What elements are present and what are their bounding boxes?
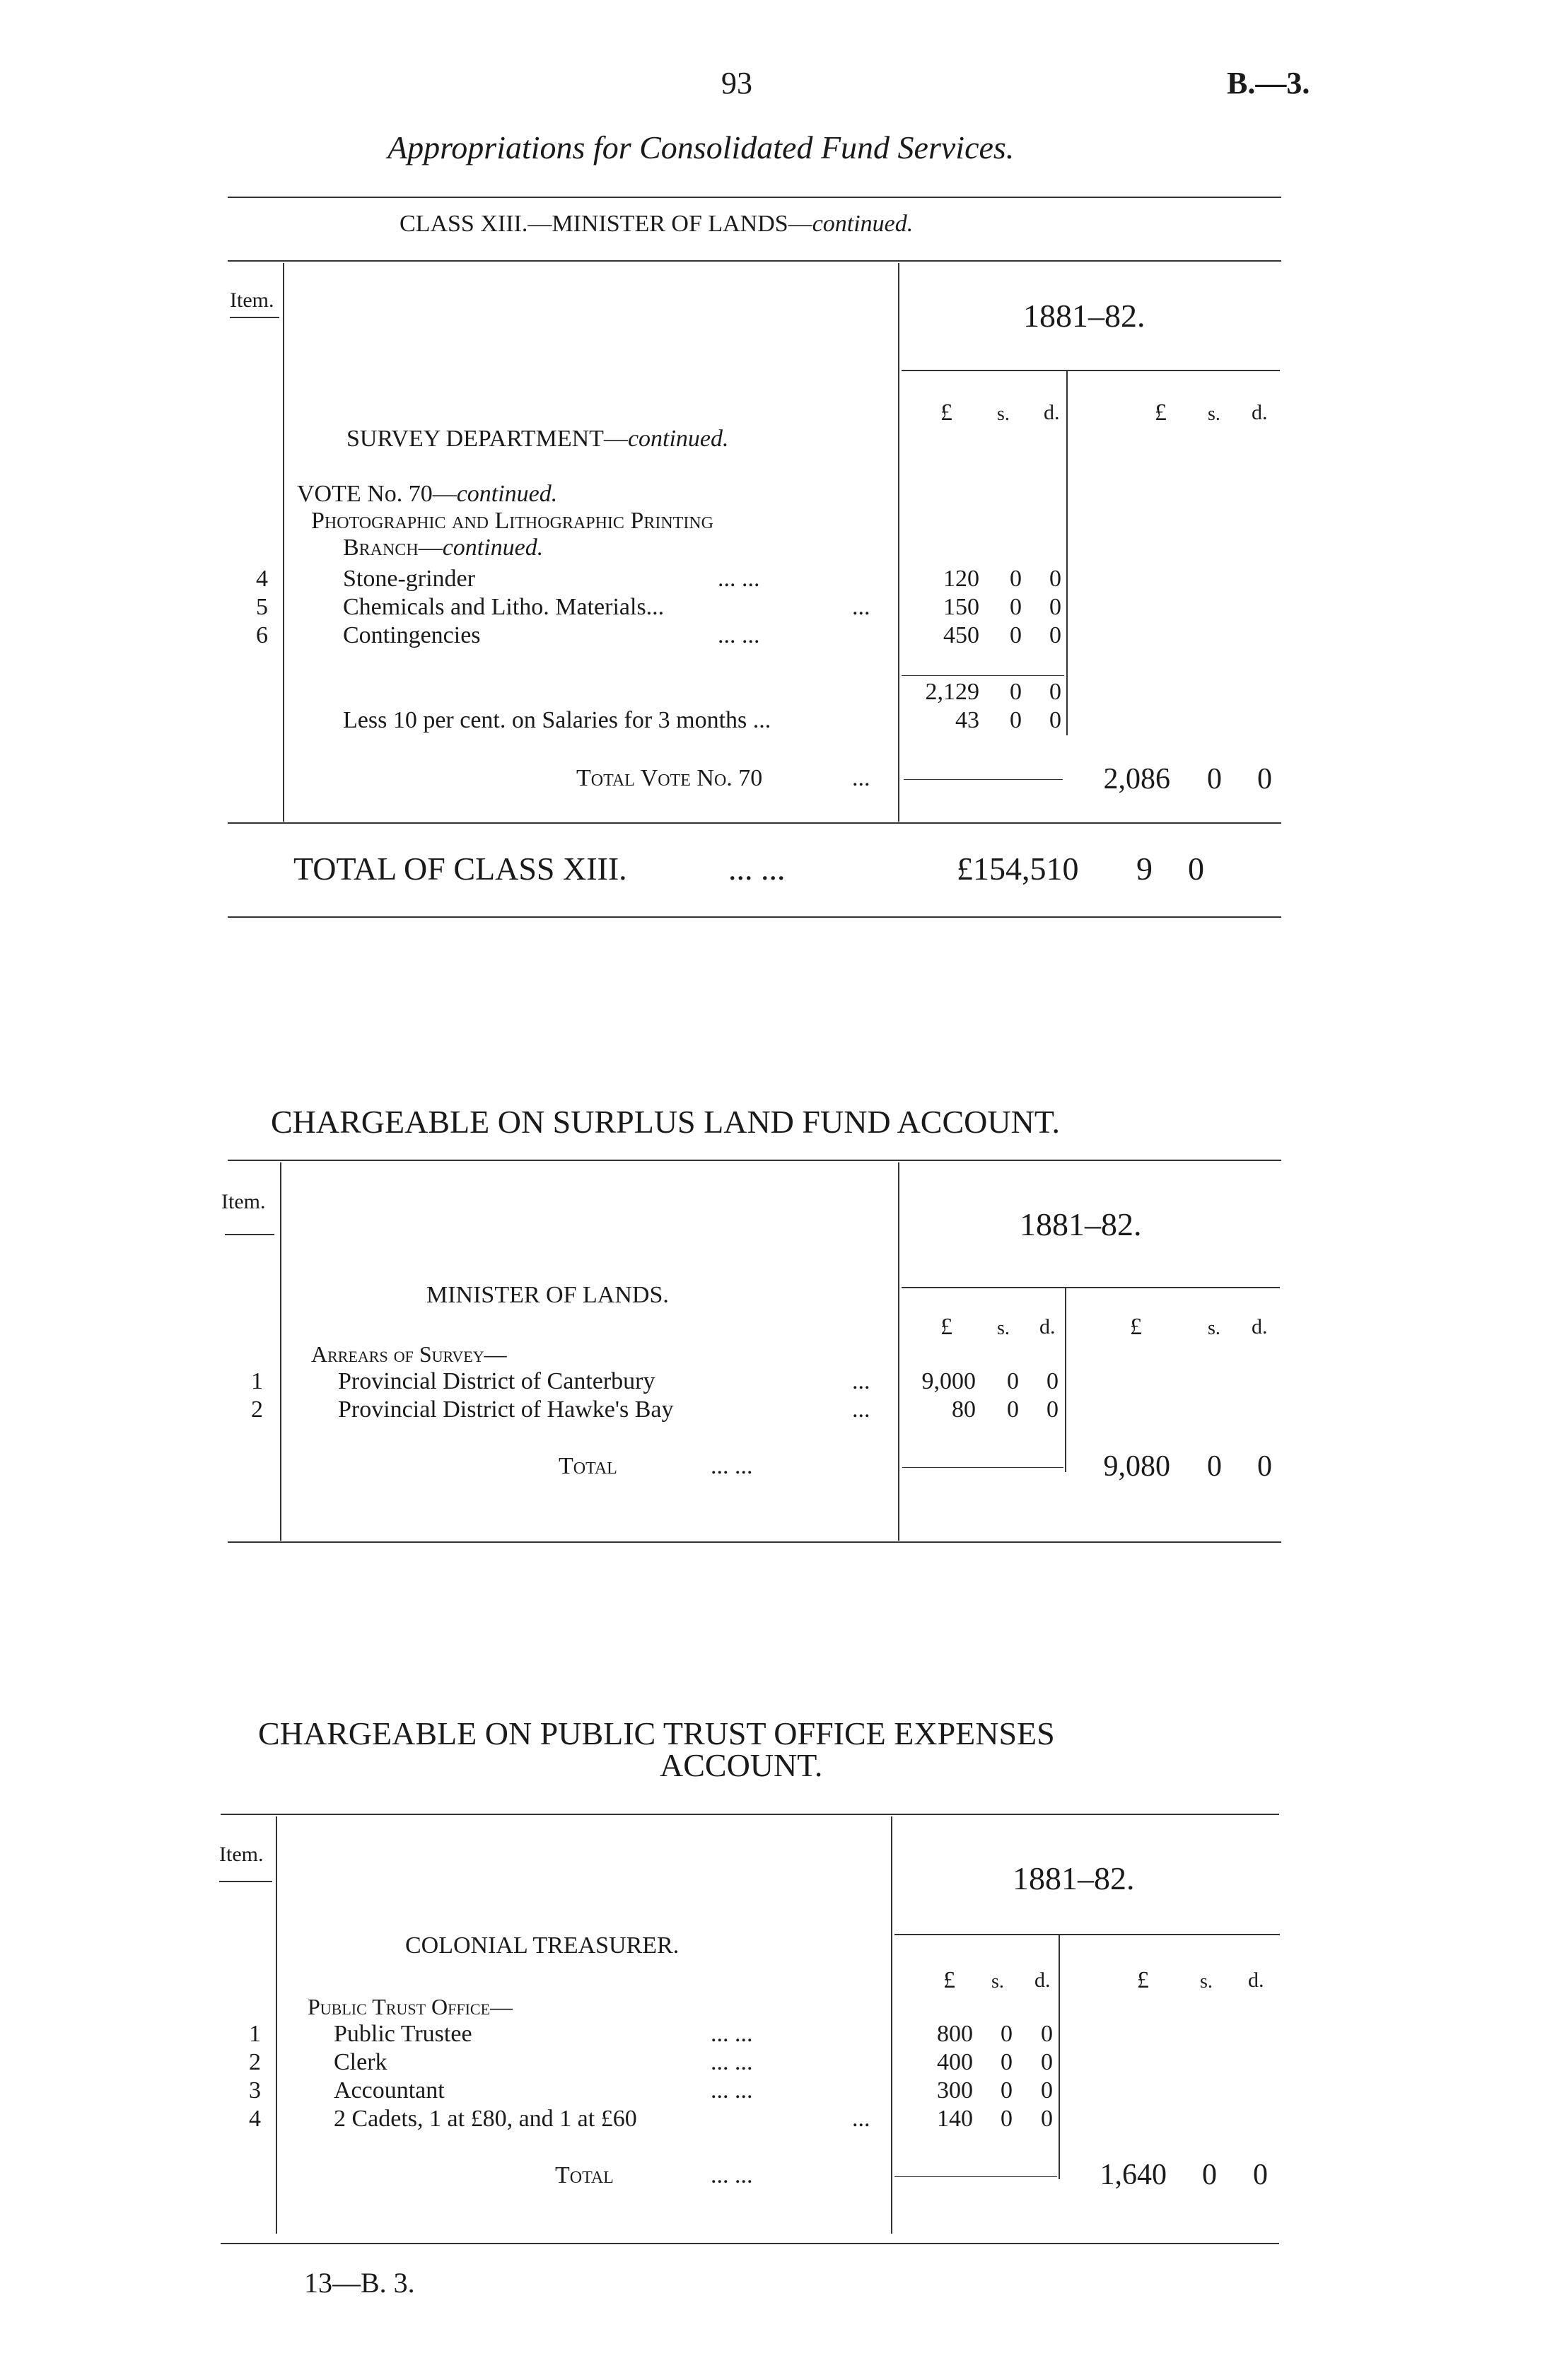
item-number: 2 [251, 1396, 263, 1423]
row-pounds: 400 [937, 2049, 973, 2075]
row-pounds: 80 [952, 1396, 976, 1423]
item-number: 3 [249, 2077, 261, 2104]
row-pence: 0 [1049, 622, 1061, 648]
less-salaries-label: Less 10 per cent. on Salaries for 3 months ... [343, 707, 771, 733]
table1-bottom-rule [228, 822, 1281, 824]
col-d-4: d. [1252, 1315, 1268, 1338]
row-label: Chemicals and Litho. Materials... [343, 594, 665, 620]
year-header-2: 1881–82. [1020, 1206, 1142, 1242]
table1-inner-divider [1066, 371, 1068, 735]
total-dash-2 [902, 1467, 1063, 1468]
row-dots: ... ... [718, 566, 760, 592]
item-number: 1 [249, 2021, 261, 2047]
total-label-3: Total [555, 2162, 614, 2188]
total-dash-3 [894, 2176, 1057, 2177]
year-header-3: 1881–82. [1013, 1860, 1135, 1896]
row-label: Stone-grinder [343, 566, 475, 592]
item-header-rule-2 [225, 1234, 274, 1235]
col-d-6: d. [1248, 1968, 1264, 1992]
table2-item-divider [280, 1162, 281, 1541]
col-s-6: s. [1200, 1971, 1213, 1993]
total-vote-dots: ... [852, 765, 870, 791]
row-dots: ... [852, 594, 870, 620]
row-dots: ... ... [711, 2049, 753, 2075]
less-shillings: 0 [1010, 707, 1022, 733]
col-pound-3: £ [940, 1314, 952, 1340]
item-number: 4 [256, 566, 268, 592]
col-pound-4: £ [1130, 1314, 1142, 1340]
col-d-5: d. [1034, 1968, 1051, 1992]
col-s-1: s. [997, 403, 1010, 425]
table3-item-divider [276, 1816, 277, 2234]
total-shillings-2: 0 [1207, 1450, 1222, 1483]
vote-heading [297, 481, 557, 508]
col-pound-2: £ [1155, 399, 1167, 426]
minister-heading-3: COLONIAL TREASURER. [405, 1932, 680, 1959]
vote-text: VOTE No. 70— [297, 481, 457, 507]
row-label: Contingencies [343, 622, 481, 648]
class-heading [400, 211, 913, 238]
document-ref: B.—3. [1227, 66, 1310, 100]
year-header: 1881–82. [1023, 298, 1145, 334]
total-pounds-3: 1,640 [1100, 2159, 1167, 2191]
row-dots: ... ... [711, 2021, 753, 2047]
table3-bottom-rule [221, 2243, 1279, 2244]
year-rule-3 [894, 1934, 1280, 1935]
year-rule [902, 370, 1280, 371]
minister-heading-2: MINISTER OF LANDS. [426, 1282, 669, 1308]
class-total-dots: ... ... [728, 851, 786, 887]
row-pence: 0 [1041, 2106, 1053, 2132]
item-column-header-2: Item. [221, 1190, 266, 1213]
col-d-2: d. [1252, 401, 1268, 424]
row-pence: 0 [1046, 1368, 1059, 1394]
row-pounds: 9,000 [921, 1368, 976, 1394]
item-header-rule [230, 317, 279, 318]
row-label: Provincial District of Hawke's Bay [338, 1396, 674, 1423]
row-pounds: 800 [937, 2021, 973, 2047]
section3-heading-line2: ACCOUNT. [660, 1747, 823, 1783]
row-dots: ... ... [718, 622, 760, 648]
item-header-rule-3 [219, 1881, 272, 1882]
row-pence: 0 [1041, 2021, 1053, 2047]
class-heading-text: CLASS XIII.—MINISTER OF LANDS— [400, 211, 812, 237]
col-d-3: d. [1039, 1315, 1056, 1338]
total-pence-2: 0 [1257, 1450, 1272, 1483]
department-cont: continued. [627, 426, 729, 452]
row-label: Accountant [334, 2077, 445, 2104]
col-s-3: s. [997, 1317, 1010, 1339]
row-shillings: 0 [1010, 594, 1022, 620]
page-signature: 13—B. 3. [304, 2267, 415, 2299]
total-vote-dash [904, 779, 1063, 780]
row-pence: 0 [1041, 2049, 1053, 2075]
subtotal-pounds: 2,129 [925, 679, 979, 705]
table1-item-divider [283, 263, 284, 822]
class-total-shillings: 9 [1136, 851, 1153, 887]
row-shillings: 0 [1001, 2049, 1013, 2075]
row-shillings: 0 [1007, 1396, 1019, 1423]
table3-inner-divider [1059, 1935, 1060, 2179]
total-vote-shillings: 0 [1207, 763, 1222, 795]
row-pounds: 450 [943, 622, 979, 648]
row-pounds: 300 [937, 2077, 973, 2104]
table2-inner-divider [1065, 1288, 1066, 1472]
item-number: 6 [256, 622, 268, 648]
subtotal-pence: 0 [1049, 679, 1061, 705]
row-pence: 0 [1041, 2077, 1053, 2104]
class-heading-cont: continued. [812, 211, 914, 237]
total-pence-3: 0 [1253, 2159, 1268, 2191]
col-pound-5: £ [943, 1967, 955, 1993]
row-shillings: 0 [1010, 566, 1022, 592]
page-title: Appropriations for Consolidated Fund Services. [387, 129, 1015, 165]
col-d-1: d. [1044, 401, 1060, 424]
year-rule-2 [902, 1287, 1280, 1288]
row-shillings: 0 [1001, 2106, 1013, 2132]
branch-cont: continued. [442, 535, 544, 561]
department-text: SURVEY DEPARTMENT— [346, 426, 628, 452]
col-pound-6: £ [1137, 1967, 1149, 1993]
item-number: 5 [256, 594, 268, 620]
item-number: 4 [249, 2106, 261, 2132]
row-pence: 0 [1049, 566, 1061, 592]
class-total-label: TOTAL OF CLASS XIII. [293, 851, 627, 887]
row-pounds: 150 [943, 594, 979, 620]
col-s-2: s. [1208, 403, 1220, 425]
table2-top-rule [228, 1160, 1281, 1161]
row-pence: 0 [1046, 1396, 1059, 1423]
row-pounds: 140 [937, 2106, 973, 2132]
row-dots: ... [852, 1368, 870, 1394]
item-column-header: Item. [230, 288, 274, 312]
table3-amount-divider [891, 1816, 892, 2234]
total-dots-2: ... ... [711, 1453, 753, 1479]
table3-top-rule [221, 1814, 1279, 1815]
row-label: 2 Cadets, 1 at £80, and 1 at £60 [334, 2106, 637, 2132]
table1-top-rule [228, 260, 1281, 262]
table2-bottom-rule [228, 1541, 1281, 1543]
group-heading-3: Public Trust Office— [308, 1994, 513, 2019]
row-shillings: 0 [1010, 622, 1022, 648]
branch-heading-line1: Photographic and Lithographic Printing [311, 508, 713, 534]
col-pound-1: £ [940, 399, 952, 426]
total-vote-pounds: 2,086 [1103, 763, 1170, 795]
row-label: Provincial District of Canterbury [338, 1368, 655, 1394]
vote-cont: continued. [456, 481, 558, 507]
row-pounds: 120 [943, 566, 979, 592]
total-shillings-3: 0 [1202, 2159, 1217, 2191]
row-shillings: 0 [1001, 2021, 1013, 2047]
less-pounds: 43 [955, 707, 979, 733]
group-heading-2: Arrears of Survey— [311, 1341, 507, 1367]
row-pence: 0 [1049, 594, 1061, 620]
branch-text: Branch— [343, 535, 443, 561]
class-total-pounds: £154,510 [957, 851, 1079, 887]
total-vote-pence: 0 [1257, 763, 1272, 795]
page-number: 93 [721, 66, 752, 100]
row-shillings: 0 [1001, 2077, 1013, 2104]
section1-end-rule [228, 916, 1281, 918]
subtotal-shillings: 0 [1010, 679, 1022, 705]
total-vote-label: Total Vote No. 70 [576, 765, 763, 791]
department-heading [346, 426, 729, 453]
item-number: 1 [251, 1368, 263, 1394]
total-pounds-2: 9,080 [1103, 1450, 1170, 1483]
row-dots: ... ... [711, 2077, 753, 2104]
rule-top [228, 197, 1281, 198]
row-label: Public Trustee [334, 2021, 472, 2047]
section2-heading: CHARGEABLE ON SURPLUS LAND FUND ACCOUNT. [271, 1104, 1061, 1140]
col-s-4: s. [1208, 1317, 1220, 1339]
total-label-2: Total [559, 1453, 617, 1479]
item-column-header-3: Item. [219, 1843, 264, 1866]
less-pence: 0 [1049, 707, 1061, 733]
table1-amount-divider [898, 263, 899, 822]
total-dots-3: ... ... [711, 2162, 753, 2188]
branch-heading-line2 [343, 535, 543, 561]
subtotal-rule [902, 675, 1064, 676]
item-number: 2 [249, 2049, 261, 2075]
row-dots: ... [852, 2106, 870, 2132]
row-shillings: 0 [1007, 1368, 1019, 1394]
class-total-pence: 0 [1188, 851, 1204, 887]
row-dots: ... [852, 1396, 870, 1423]
section3-heading-line1: CHARGEABLE ON PUBLIC TRUST OFFICE EXPENSES [258, 1715, 1055, 1751]
col-s-5: s. [991, 1971, 1004, 1993]
table2-amount-divider [898, 1162, 899, 1541]
row-label: Clerk [334, 2049, 387, 2075]
